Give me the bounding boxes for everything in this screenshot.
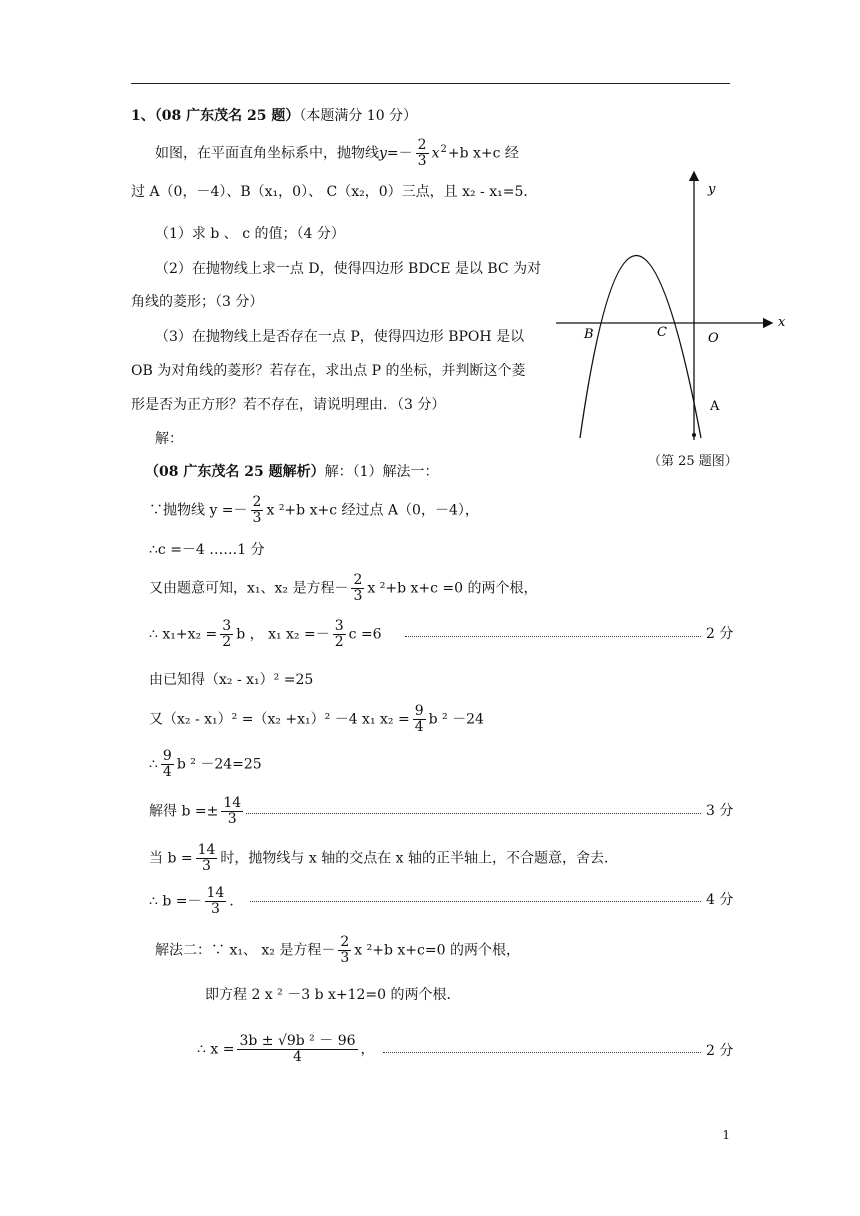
fraction-two-thirds	[338, 935, 351, 966]
frac-num: 3	[334, 618, 344, 634]
question-3-line2: OB 为对角线的菱形？若存在，求出点 P 的坐标，并判断这个菱	[131, 363, 526, 379]
method-2-line2: 即方程 2 x ² －3 b x+12=0 的两个根．	[205, 987, 461, 1003]
frac-num: 9	[414, 703, 424, 719]
fraction-three-halves-2	[333, 619, 346, 650]
solution-step-7	[149, 749, 262, 780]
exp-2: 2	[440, 143, 447, 155]
solution-step-2: ∴c =－4 ……1 分	[149, 542, 265, 558]
point-b-label: B	[584, 327, 594, 342]
score-mark: 2 分	[706, 1043, 734, 1059]
leader-dots	[405, 636, 701, 637]
step3-post: x ²+b x+c =0 的两个根，	[367, 580, 538, 597]
eq-x: x	[431, 145, 440, 162]
step1-post: x ²+b x+c 经过点 A（0，－4），	[266, 502, 479, 519]
solution-header	[145, 462, 439, 482]
solution-step-6	[149, 704, 484, 735]
score-mark: 4 分	[706, 892, 734, 908]
problem-intro-line1	[155, 138, 519, 171]
answer-label: 解：	[155, 431, 183, 447]
frac-num: 3b ± √9b ² － 96	[239, 1033, 356, 1049]
quadratic-formula-fraction	[237, 1034, 357, 1065]
step8-pre: 解得 b =±	[149, 803, 219, 820]
question-3-line3: 形是否为正方形？若不存在，请说明理由．（3 分）	[131, 397, 446, 413]
point-c-label: C	[657, 325, 667, 340]
fraction-fourteen-thirds	[196, 843, 218, 874]
frac-den: 3	[353, 588, 363, 604]
frac-num: 9	[162, 748, 172, 764]
frac-den: 4	[414, 719, 424, 735]
frac-num: 2	[340, 934, 350, 950]
solution-header-method: 解：（1）解法一：	[324, 464, 439, 480]
top-rule	[131, 83, 730, 84]
score-mark: 3 分	[706, 803, 734, 819]
m2c-pre: ∴ x =	[197, 1041, 235, 1058]
step7-post: b ² －24=25	[176, 756, 262, 773]
frac-den: 3	[417, 153, 427, 169]
fraction-fourteen-thirds	[221, 796, 243, 827]
x-axis-label: x	[778, 315, 786, 330]
step4-pre: ∴ x₁+x₂ =	[149, 626, 218, 643]
leader-dots	[383, 1052, 701, 1053]
question-2-line1: （2）在抛物线上求一点 D，使得四边形 BDCE 是以 BC 为对	[155, 261, 542, 277]
step10-pre: ∴ b =－	[149, 893, 202, 910]
frac-den: 4	[162, 764, 172, 780]
m2c-post: ，	[360, 1041, 375, 1058]
solution-step-4	[149, 619, 382, 650]
frac-num: 3	[222, 618, 232, 634]
solution-step-9	[149, 843, 618, 874]
eq-minus: =－	[386, 145, 413, 162]
leader-dots	[246, 813, 701, 814]
fraction-fourteen-thirds	[205, 886, 227, 917]
fraction-nine-fourths	[161, 749, 174, 780]
parabola-curve	[580, 256, 701, 439]
point-a-label: A	[710, 399, 720, 414]
frac-num: 14	[197, 842, 216, 858]
intro-text: 如图，在平面直角坐标系中，抛物线	[155, 145, 379, 162]
frac-den: 3	[202, 858, 211, 874]
question-2-line2: 角线的菱形；（3 分）	[131, 294, 264, 310]
fraction-two-thirds	[416, 138, 429, 169]
solution-step-1	[149, 495, 479, 526]
solution-step-5: 由已知得（x₂ - x₁）² =25	[149, 672, 314, 688]
m2-post: x ²+b x+c=0 的两个根，	[354, 942, 520, 959]
step1-pre: ∵抛物线 y =－	[149, 502, 248, 519]
frac-num: 14	[206, 885, 225, 901]
step6-post: b ² －24	[428, 711, 484, 728]
step10-post: ．	[229, 893, 244, 910]
solution-header-source: （08 广东茂名 25 题解析）	[145, 464, 325, 480]
frac-den: 3	[227, 811, 237, 827]
problem-title	[131, 106, 417, 126]
problem-score-note: （本题满分 10 分）	[299, 108, 418, 124]
m2-pre: 解法二：∵ x₁、 x₂ 是方程－	[155, 942, 336, 959]
question-1: （1）求 b 、 c 的值；（4 分）	[155, 226, 345, 242]
frac-num: 2	[353, 572, 363, 588]
leader-dots	[250, 901, 701, 902]
step3-pre: 又由题意可知，x₁、x₂ 是方程－	[149, 580, 349, 597]
figure-caption: （第 25 题图）	[648, 454, 738, 469]
solution-step-3	[149, 573, 538, 604]
frac-den: 4	[293, 1049, 302, 1065]
eq-y: y	[379, 145, 387, 162]
method-2-line1	[155, 935, 520, 966]
frac-num: 14	[223, 795, 242, 811]
fraction-two-thirds	[351, 573, 364, 604]
step4-post: c =6	[348, 626, 382, 643]
fraction-nine-fourths	[413, 704, 426, 735]
fraction-two-thirds	[251, 495, 264, 526]
y-axis-label: y	[708, 182, 716, 197]
page-number: 1	[722, 1128, 730, 1142]
frac-den: 3	[252, 510, 262, 526]
frac-num: 2	[252, 494, 262, 510]
solution-step-8	[149, 796, 246, 827]
question-3-line1: （3）在抛物线上是否存在一点 P，使得四边形 BPOH 是以	[155, 329, 525, 345]
method-2-line3	[197, 1034, 375, 1065]
eq-tail: +b x+c 经	[447, 145, 519, 162]
frac-den: 3	[340, 950, 350, 966]
point-a-dot	[692, 433, 696, 437]
step6-pre: 又（x₂ - x₁）² =（x₂ +x₁）² －4 x₁ x₂ =	[149, 711, 410, 728]
step9-post: 时，抛物线与 x 轴的交点在 x 轴的正半轴上，不合题意，舍去．	[220, 850, 619, 867]
score-mark: 2 分	[706, 626, 734, 642]
problem-number: 1、	[131, 108, 155, 124]
problem-intro-line2: 过 A（0，－4）、B（x₁，0）、 C（x₂，0）三点，且 x₂ - x₁=5．	[131, 184, 538, 200]
frac-den: 3	[210, 901, 220, 917]
frac-num: 2	[417, 137, 427, 153]
problem-source: （08 广东茂名 25 题）	[154, 108, 300, 124]
step7-pre: ∴	[149, 756, 158, 773]
frac-den: 2	[334, 634, 344, 650]
step4-mid: b ， x₁ x₂ =－	[236, 626, 330, 643]
solution-step-10	[149, 886, 243, 917]
step9-pre: 当 b =	[149, 850, 193, 867]
origin-label: O	[708, 331, 719, 346]
frac-den: 2	[222, 634, 232, 650]
parabola-figure	[550, 160, 790, 450]
fraction-three-halves	[220, 619, 233, 650]
